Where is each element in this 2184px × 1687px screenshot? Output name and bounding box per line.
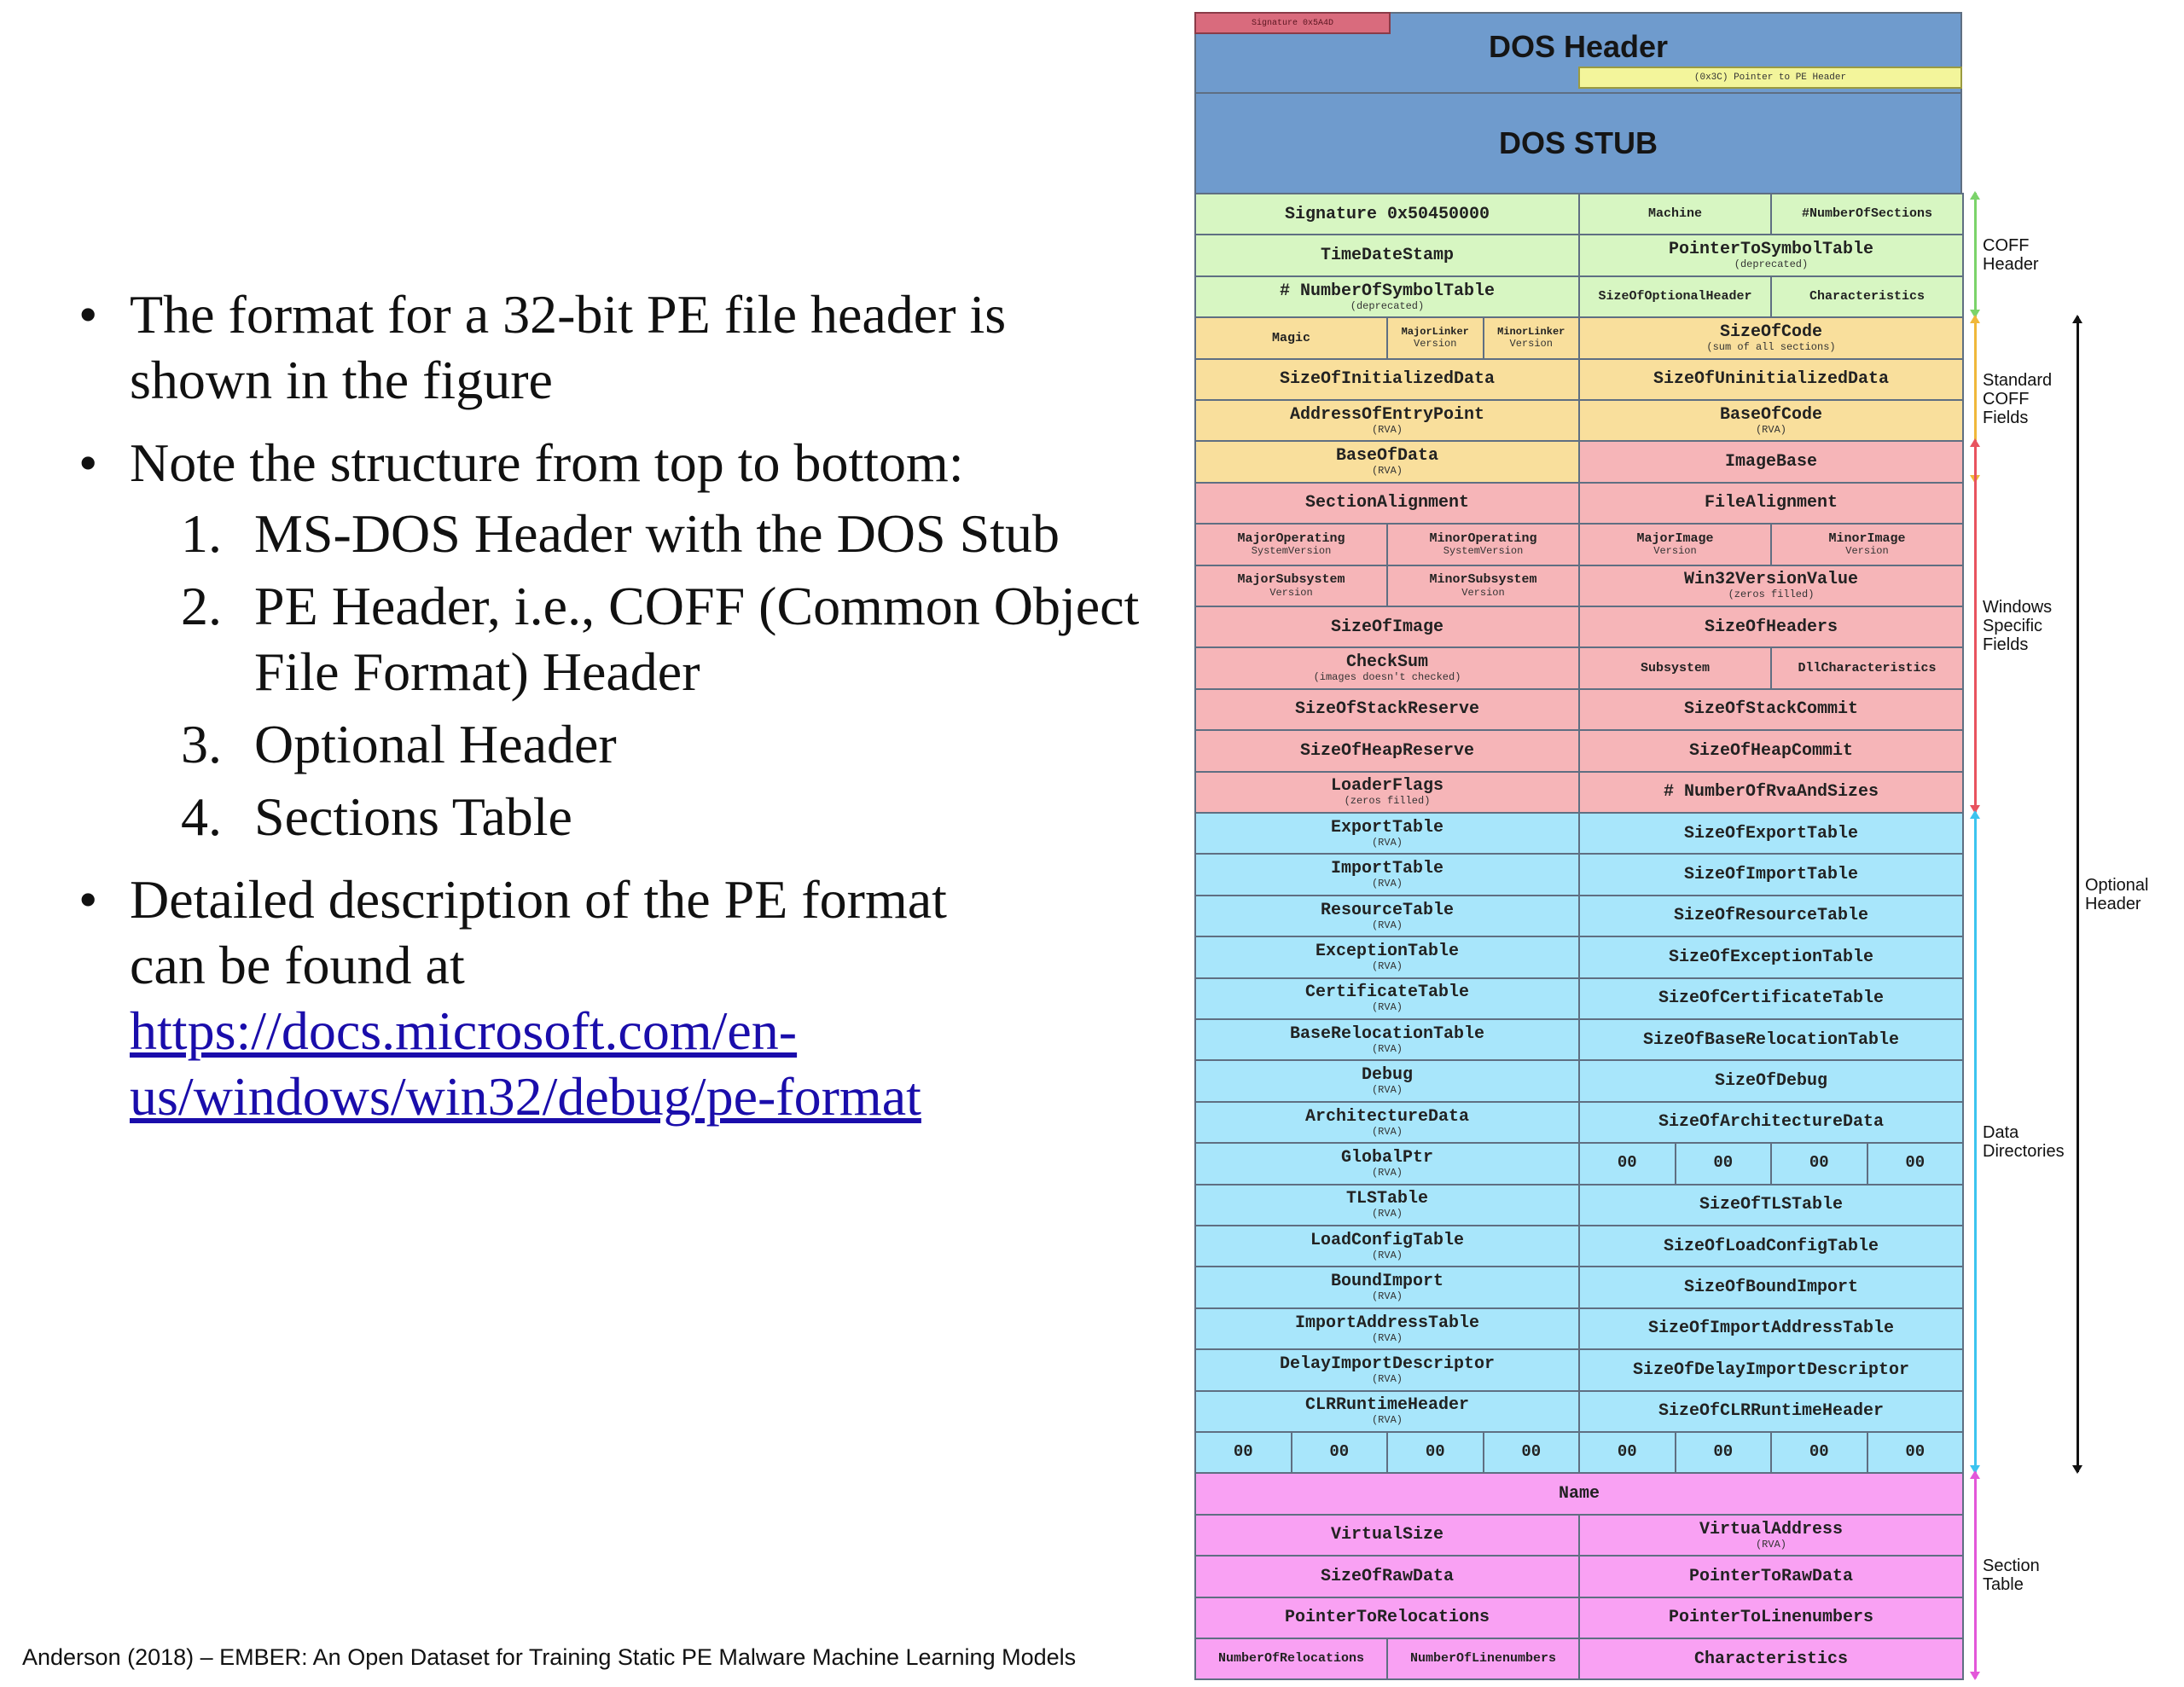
field-certificatetable: [1194, 977, 1580, 1020]
field-sublabel: (RVA): [1371, 1208, 1403, 1220]
field-sizeofdebug: [1578, 1059, 1964, 1102]
field-pointertorawdata: [1578, 1555, 1964, 1597]
field-label: NumberOfLinenumbers: [1409, 1651, 1557, 1667]
field-minorsubsystem: [1386, 565, 1580, 607]
signature-tag: Signature 0x5A4D: [1194, 12, 1391, 34]
field-label: PointerToRawData: [1688, 1566, 1854, 1586]
field-label: 00: [1713, 1442, 1734, 1462]
field-label: SizeOfInitializedData: [1279, 369, 1496, 390]
zero-byte-cell: [1675, 1142, 1773, 1185]
field-label: SizeOfHeaders: [1704, 617, 1838, 637]
optional-label: [2085, 876, 2149, 913]
field-label: SizeOfRawData: [1320, 1566, 1455, 1586]
field-label: LoaderFlags: [1330, 776, 1444, 797]
field-label: AddressOfEntryPoint: [1289, 404, 1485, 425]
field-sizeoftlstable: [1578, 1184, 1964, 1226]
field-baseofcode: [1578, 399, 1964, 442]
field-label: Characteristics: [1809, 289, 1926, 304]
item-number: 1.: [181, 503, 222, 564]
field-architecturedata: [1194, 1101, 1580, 1144]
field-sublabel: (RVA): [1371, 919, 1403, 931]
field-sizeofstackcommit: [1578, 688, 1964, 731]
field-label: #NumberOfSections: [1801, 206, 1933, 222]
field-sublabel: (sum of all sections): [1706, 341, 1836, 354]
field-sublabel: Version: [1269, 586, 1313, 599]
field-sizeofcertificatetable: [1578, 977, 1964, 1020]
side-label-line: Fields: [1983, 635, 2029, 655]
field-sizeofheapreserve: [1194, 729, 1580, 772]
field-label: SizeOfCertificateTable: [1658, 988, 1885, 1009]
data-label: [1983, 1123, 2065, 1161]
field-sublabel: SystemVersion: [1443, 545, 1524, 558]
field-label: ArchitectureData: [1304, 1106, 1470, 1127]
field-minoroperating: [1386, 523, 1580, 565]
coff-label: [1983, 236, 2039, 274]
bullet-line: shown in the figure: [130, 350, 553, 410]
field-label: SizeOfExceptionTable: [1668, 947, 1874, 967]
pe-format-link-line-2[interactable]: us/windows/win32/debug/pe-format: [130, 1066, 921, 1127]
field-label: SizeOfDelayImportDescriptor: [1632, 1359, 1910, 1380]
field-exporttable: [1194, 812, 1580, 855]
side-label-line: Data: [1983, 1123, 2019, 1143]
side-label-line: Fields: [1983, 409, 2029, 427]
dos-stub-block: [1194, 92, 1962, 194]
zero-byte-cell: [1770, 1142, 1868, 1185]
zero-byte-cell: [1194, 1431, 1292, 1474]
field-globalptr: [1194, 1142, 1580, 1185]
field-sublabel: (deprecated): [1734, 258, 1809, 271]
pe-format-link-line-1[interactable]: https://docs.microsoft.com/en-: [130, 1000, 798, 1061]
field-pointertorelocations: [1194, 1597, 1580, 1639]
field-label: CertificateTable: [1304, 983, 1470, 1003]
field-majorlinker: [1386, 316, 1484, 359]
side-label-line: Section: [1983, 1557, 2040, 1576]
field-label: 00: [1617, 1153, 1637, 1173]
field-loadconfigtable: [1194, 1225, 1580, 1267]
field-label: SizeOfLoadConfigTable: [1663, 1236, 1879, 1256]
numbered-item-dos: [130, 501, 1179, 566]
field-sizeofbaserelocationtable: [1578, 1018, 1964, 1061]
field-label: ExportTable: [1330, 817, 1444, 838]
side-label-line: Directories: [1983, 1142, 2065, 1162]
field-minorimage: [1770, 523, 1964, 565]
field-label: Machine: [1647, 206, 1702, 222]
bullet-list: [78, 281, 1179, 1146]
field-label: PointerToRelocations: [1284, 1608, 1490, 1628]
field-sublabel: (RVA): [1371, 1373, 1403, 1386]
zero-byte-cell: [1675, 1431, 1773, 1474]
field-machine: [1578, 193, 1772, 235]
field-label: PointerToLinenumbers: [1668, 1608, 1874, 1628]
field-sizeofimporttable: [1578, 853, 1964, 896]
field-label: SizeOfStackCommit: [1683, 699, 1859, 720]
bullet-line: • The format for a 32-bit PE file header is: [130, 284, 1007, 345]
field-label: Name: [1558, 1484, 1600, 1504]
item-number: 3.: [181, 714, 222, 774]
field-label: SizeOfImage: [1330, 617, 1444, 637]
field-sizeofstackreserve: [1194, 688, 1580, 731]
numbered-item-sections: [130, 784, 1179, 849]
field-numberofrelocations: [1194, 1638, 1388, 1680]
field-label: 00: [1713, 1153, 1734, 1173]
field-addressofentrypoint: [1194, 399, 1580, 442]
field-sublabel: (RVA): [1371, 878, 1403, 890]
side-label-line: Header: [1983, 254, 2039, 274]
field-sublabel: (RVA): [1371, 1414, 1403, 1427]
field-sizeofheaders: [1578, 606, 1964, 648]
field-label: # NumberOfRvaAndSizes: [1663, 782, 1879, 803]
field-sizeofuninitializeddata: [1578, 358, 1964, 401]
bullet-line: • Note the structure from top to bottom:: [130, 432, 964, 493]
field-majoroperating: [1194, 523, 1388, 565]
field-sizeofrawdata: [1194, 1555, 1580, 1597]
field-sizeofexporttable: [1578, 812, 1964, 855]
field-label: SizeOfArchitectureData: [1658, 1112, 1885, 1133]
bullet-item-format: [78, 281, 1179, 413]
field-majorsubsystem: [1194, 565, 1388, 607]
item-line: File Format) Header: [254, 641, 700, 702]
field-characteristics: [1770, 275, 1964, 318]
bullet-line: • Detailed description of the PE format: [130, 869, 947, 930]
field-label: SizeOfImportTable: [1683, 865, 1859, 885]
field-label: SizeOfBaseRelocationTable: [1642, 1029, 1900, 1050]
field-filealignment: [1578, 482, 1964, 525]
field-label: SizeOfCode: [1719, 322, 1823, 343]
field-sizeofcode: [1578, 316, 1964, 359]
field-label: MajorSubsystem: [1237, 572, 1345, 588]
field-label: SizeOfCLRRuntimeHeader: [1658, 1401, 1885, 1422]
field-pointertolinenumbers: [1578, 1597, 1964, 1639]
field-label: SizeOfOptionalHeader: [1598, 289, 1752, 304]
field-virtualsize: [1194, 1514, 1580, 1557]
item-number: 4.: [181, 786, 222, 847]
numbered-item-coff: [130, 573, 1179, 704]
field-label: SizeOfHeapCommit: [1688, 740, 1854, 761]
side-label-line: Specific: [1983, 617, 2043, 636]
field-sublabel: (RVA): [1371, 1042, 1403, 1055]
field-label: 00: [1617, 1442, 1637, 1462]
field-sublabel: (RVA): [1371, 1167, 1403, 1180]
field-sublabel: (RVA): [1371, 1001, 1403, 1014]
field-sublabel: (RVA): [1371, 1125, 1403, 1138]
field-sizeofarchitecturedata: [1578, 1101, 1964, 1144]
field-imagebase: [1578, 440, 1964, 483]
field-label: 00: [1521, 1442, 1542, 1462]
numbered-list: [130, 501, 1179, 849]
field-importtable: [1194, 853, 1580, 896]
field-label: SizeOfBoundImport: [1683, 1278, 1859, 1298]
zero-byte-cell: [1578, 1431, 1676, 1474]
field-label: VirtualSize: [1330, 1525, 1444, 1545]
field-sublabel: Version: [1845, 545, 1889, 558]
field-label: TimeDateStamp: [1320, 246, 1455, 266]
field-label: DllCharacteristics: [1798, 660, 1937, 675]
field-label: MinorLinker: [1497, 326, 1565, 339]
field-label: MajorOperating: [1237, 530, 1345, 546]
field-virtualaddress: [1578, 1514, 1964, 1557]
side-label-line: COFF: [1983, 390, 2030, 409]
field-sublabel: (deprecated): [1350, 299, 1425, 312]
field-sublabel: (RVA): [1371, 1249, 1403, 1261]
field-sizeofdelayimportdescriptor: [1578, 1348, 1964, 1391]
field-sublabel: Version: [1509, 337, 1553, 350]
field-pointertosymboltable: [1578, 234, 1964, 276]
field-label: SizeOfUninitializedData: [1653, 369, 1890, 390]
field-sublabel: (RVA): [1371, 960, 1403, 973]
field-sublabel: (RVA): [1371, 1331, 1403, 1344]
field-sublabel: (RVA): [1371, 423, 1403, 436]
field-sizeofheapcommit: [1578, 729, 1964, 772]
data-bracket: [1974, 812, 1977, 1472]
zero-byte-cell: [1867, 1431, 1965, 1474]
field-magic: [1194, 316, 1388, 359]
field-sectionalignment: [1194, 482, 1580, 525]
field-label: 00: [1809, 1442, 1829, 1462]
win-label: [1983, 598, 2052, 654]
side-label-line: Header: [2085, 894, 2141, 913]
field-sublabel: Version: [1461, 586, 1505, 599]
field-numberofsymboltable: [1194, 275, 1580, 318]
field-numberofrvaandsizes: [1578, 771, 1964, 814]
field-label: MinorImage: [1828, 530, 1906, 546]
field-baseofdata: [1194, 440, 1580, 483]
field-label: NumberOfRelocations: [1217, 1651, 1365, 1667]
field-label: ImportAddressTable: [1294, 1313, 1480, 1333]
field-sublabel: SystemVersion: [1251, 545, 1332, 558]
field-sublabel: (RVA): [1755, 1538, 1786, 1551]
field-name: [1194, 1472, 1964, 1515]
field-sizeofimage: [1194, 606, 1580, 648]
zero-byte-cell: [1867, 1142, 1965, 1185]
field-label: LoadConfigTable: [1310, 1230, 1465, 1250]
item-line: Optional Header: [254, 714, 617, 774]
field-label: Characteristics: [1693, 1649, 1849, 1669]
field-label: MajorImage: [1636, 530, 1714, 546]
field-resourcetable: [1194, 895, 1580, 937]
citation: Anderson (2018) – EMBER: An Open Dataset for Training Static PE Malware Machine Learning Models: [22, 1644, 1077, 1670]
bullet-item-structure: [78, 430, 1179, 849]
field-label: Debug: [1361, 1065, 1413, 1086]
side-label-line: Windows: [1983, 598, 2053, 617]
field-label: SizeOfExportTable: [1683, 823, 1859, 844]
pe-format-diagram: [1194, 12, 1962, 1667]
field-sizeofloadconfigtable: [1578, 1225, 1964, 1267]
field-label: SizeOfResourceTable: [1673, 906, 1869, 926]
field-sublabel: (RVA): [1371, 1084, 1403, 1097]
field-debug: [1194, 1059, 1580, 1102]
field-sizeofclrruntimeheader: [1578, 1390, 1964, 1433]
field-boundimport: [1194, 1266, 1580, 1308]
field-checksum: [1194, 646, 1580, 689]
field-characteristics: [1578, 1638, 1964, 1680]
field-label: GlobalPtr: [1340, 1148, 1434, 1168]
std-label: [1983, 371, 2052, 427]
side-label-line: Table: [1983, 1575, 2024, 1595]
field-label: MinorOperating: [1429, 530, 1537, 546]
field-label: Magic: [1271, 330, 1310, 345]
field-label: BaseRelocationTable: [1289, 1023, 1485, 1044]
field-label: 00: [1809, 1153, 1829, 1173]
field-dllcharacteristics: [1770, 646, 1964, 689]
field-label: 00: [1329, 1442, 1350, 1462]
field-delayimportdescriptor: [1194, 1348, 1580, 1391]
bullet-line: can be found at: [130, 935, 465, 995]
side-label-line: Optional: [2085, 875, 2149, 895]
field-loaderflags: [1194, 771, 1580, 814]
field-label: TLSTable: [1345, 1189, 1428, 1209]
field-label: BoundImport: [1330, 1272, 1444, 1292]
win-bracket: [1974, 440, 1977, 812]
field-numberoflinenumbers: [1386, 1638, 1580, 1680]
optional-bracket: [2077, 316, 2079, 1472]
side-label-line: Standard: [1983, 371, 2053, 390]
zero-byte-cell: [1770, 1431, 1868, 1474]
field-label: 00: [1425, 1442, 1445, 1462]
dos-header-label: DOS Header: [1488, 29, 1669, 65]
field-sizeofresourcetable: [1578, 895, 1964, 937]
field-sizeofoptionalheader: [1578, 275, 1772, 318]
field-minorlinker: [1483, 316, 1581, 359]
field-sizeofimportaddresstable: [1578, 1307, 1964, 1350]
field-sizeofexceptiontable: [1578, 936, 1964, 978]
field-sublabel: (zeros filled): [1728, 588, 1815, 601]
field-label: FileAlignment: [1704, 493, 1838, 513]
side-label-line: COFF: [1983, 235, 2030, 255]
zero-byte-cell: [1578, 1142, 1676, 1185]
bullet-item-description: [78, 867, 1179, 1129]
sect-bracket: [1974, 1472, 1977, 1678]
field-label: CheckSum: [1345, 652, 1428, 673]
field-timedatestamp: [1194, 234, 1580, 276]
field-label: ImportTable: [1330, 859, 1444, 879]
field-baserelocationtable: [1194, 1018, 1580, 1061]
field-majorimage: [1578, 523, 1772, 565]
item-number: 2.: [181, 576, 222, 636]
sect-label: [1983, 1557, 2040, 1594]
field-label: SizeOfDebug: [1714, 1071, 1828, 1092]
coff-bracket: [1974, 193, 1977, 316]
field-sublabel: (zeros filled): [1344, 795, 1431, 808]
zero-byte-cell: [1291, 1431, 1389, 1474]
field-label: VirtualAddress: [1699, 1519, 1844, 1539]
field-tlstable: [1194, 1184, 1580, 1226]
dos-stub-label: DOS STUB: [1498, 125, 1658, 161]
zero-byte-cell: [1483, 1431, 1581, 1474]
item-line: Sections Table: [254, 786, 572, 847]
field-importaddresstable: [1194, 1307, 1580, 1350]
field-label: Win32VersionValue: [1683, 570, 1859, 590]
field-signature-0x50450000: [1194, 193, 1580, 235]
field-sublabel: (images doesn't checked): [1313, 671, 1461, 684]
field-label: DelayImportDescriptor: [1279, 1354, 1496, 1375]
pointer-to-pe-header-tag: (0x3C) Pointer to PE Header: [1578, 67, 1962, 89]
field-sublabel: (RVA): [1755, 423, 1786, 436]
item-line: PE Header, i.e., COFF (Common Object: [254, 576, 1140, 636]
field-label: SectionAlignment: [1304, 493, 1470, 513]
field-label: ImageBase: [1724, 452, 1818, 472]
field-label: SizeOfStackReserve: [1294, 699, 1480, 720]
field-label: Subsystem: [1640, 660, 1710, 675]
numbered-item-optional: [130, 711, 1179, 777]
field-exceptiontable: [1194, 936, 1580, 978]
field-label: ExceptionTable: [1315, 942, 1460, 962]
field-label: CLRRuntimeHeader: [1304, 1395, 1470, 1416]
field-sublabel: (RVA): [1371, 1290, 1403, 1303]
field-sublabel: Version: [1653, 545, 1697, 558]
field-sublabel: Version: [1414, 337, 1457, 350]
field-label: BaseOfData: [1335, 446, 1439, 467]
field-label: MajorLinker: [1401, 326, 1469, 339]
field-label: BaseOfCode: [1719, 404, 1823, 425]
field-subsystem: [1578, 646, 1772, 689]
field-sublabel: (RVA): [1371, 836, 1403, 849]
field-label: 00: [1233, 1442, 1253, 1462]
field-label: MinorSubsystem: [1429, 572, 1537, 588]
zero-byte-cell: [1386, 1431, 1484, 1474]
item-line: MS-DOS Header with the DOS Stub: [254, 503, 1060, 564]
field-clrruntimeheader: [1194, 1390, 1580, 1433]
field-label: 00: [1905, 1153, 1926, 1173]
field-label: 00: [1905, 1442, 1926, 1462]
field-sizeofboundimport: [1578, 1266, 1964, 1308]
field-sizeofinitializeddata: [1194, 358, 1580, 401]
field-label: ResourceTable: [1320, 900, 1455, 920]
field-label: # NumberOfSymbolTable: [1279, 281, 1496, 301]
field-label: SizeOfImportAddressTable: [1647, 1319, 1895, 1339]
field-label: SizeOfTLSTable: [1699, 1195, 1844, 1215]
field-label: Signature 0x50450000: [1284, 204, 1490, 224]
field-label: PointerToSymbolTable: [1668, 240, 1874, 260]
field-numberofsections: [1770, 193, 1964, 235]
field-win32versionvalue: [1578, 565, 1964, 607]
field-sublabel: (RVA): [1371, 465, 1403, 478]
field-label: SizeOfHeapReserve: [1299, 740, 1475, 761]
